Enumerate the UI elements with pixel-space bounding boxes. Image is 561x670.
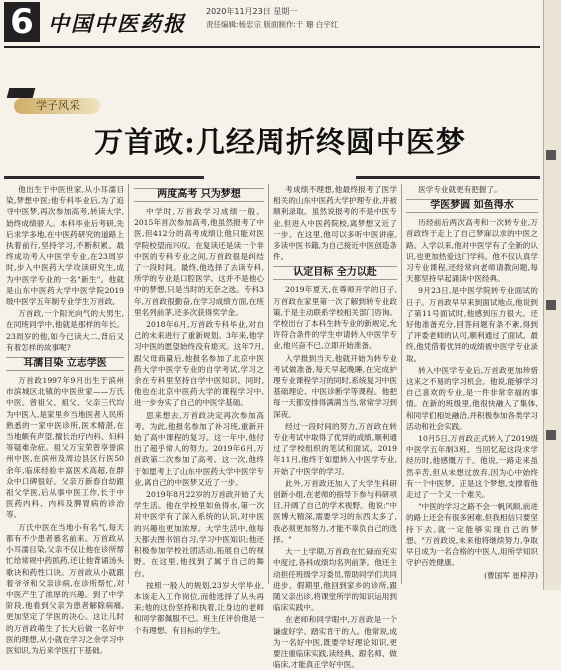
paragraph: 入学报到当天,他就开始为转专业考试做准备,每天早起晚睡,在完成护理专业课程学习的同时,系统复习中医基础理论、中医诊断学等课程。他把每一天都安排得满满当当,常常学习到深夜。 — [273, 353, 397, 419]
headline-rule-left — [4, 176, 204, 179]
paragraph: 按照一般人的规划,23岁大学毕业,本该走入工作岗位,而他选择了从头再来;他的这份坚持和执着,让身边的老师和同学都佩服不已。班主任评价他是一个有理想、有目标的学生。 — [134, 580, 264, 635]
paragraph: 9月23日,是中医学院转专业面试的日子。万首政早早来到面试地点,他说到了第11号面试时,他感到压力很大。还好他准备充分,回答问题有条不紊,得到了评委老师的认可,顺利通过了面试。最终,他凭借着优异的成绩被中医学专业录取。 — [406, 286, 538, 363]
paragraph: 他出生于中医世家,从小耳濡目染,梦想中医;他专科毕业后,为了追寻中医梦,再次参加高考,转读大学,始终成绩骄人。本科毕业后考研,先后求学多地,在中医药研究的道路上执着前行,坚持学习,不断积累。最终成功考入中医学专业,在23周岁时,步入中医药大学攻读研究生,成为中医学专业的一名"新生"。他就是山东中医药大学中医学院2019级中医学五年制专业学生万首政。 — [6, 185, 124, 307]
paragraph: 医学专业就更有把握了。 — [418, 185, 502, 194]
paragraph: 2018年6月,万首政专科毕业,对自己的未来进行了重新规划。3年来,他学习中医的愿望始终没有熄灭。这年7月,跟父母商量后,他报名参加了北京中医药大学中医学专业的自学考试,学习之余在专科里坚持自学中医知识。同时,他也在北京中医药大学的课程学习中,进一步夯实了自己的中医学基础。 — [134, 320, 264, 408]
paragraph: 经过一段时间的努力,万首政在转专业考试中取得了优异的成绩,顺利通过了学校组织的笔试和面试。2019年11月,他终于如愿转入中医学专业,开始了中医学的学习。 — [273, 421, 397, 476]
paragraph: 大一上学期,万首政在忙碌而充实中度过,各科成绩均名列前茅。他还主动担任班级学习委员,帮助同学们共同进步。假期里,他回到家乡的诊所,跟随父亲出诊,将课堂所学的知识运用到临床实践中。 — [273, 547, 397, 613]
section-title: 学医梦圆 如鱼得水 — [406, 199, 538, 213]
editors-line: 责任编辑:杨忠宗 版面制作:于 珊 白宇红 — [206, 20, 339, 29]
badge-label: 学子风采 — [36, 99, 80, 112]
paragraph: 2019年8月22岁的万首政开始了大学生活。他在学校里如鱼得水,第一次对中医学有了深入系统的认识,对中医的兴趣也更加浓厚。大学生活中,他每天都去图书馆自习,学习中医知识;他还积极参加学校社团活动,拓展自己的视野。在这里,他找到了属于自己的舞台。 — [134, 490, 264, 578]
column-2 — [134, 184, 264, 635]
page-edge-marker — [546, 300, 556, 310]
column-divider — [268, 184, 269, 584]
column-4 — [406, 184, 538, 584]
column-3 — [273, 184, 397, 670]
paragraph: 万首政1997年9月出生于滨州市滨城区北镇的中医世家——万氏中医。曾祖父、祖父、父亲三代均为中医人,是家里乡当地医者人民所熟悉的一家中医诊所,医术精湛,在当地颇有声望,擅长治疗内科、妇科等疑难杂症。祖父万宝荣曾享誉滨州中医,在滨州及周边县区行医50余年,临床经验丰富医术高超,在群众中口碑很好。父亲万新春自幼跟祖父学医,后从事中医工作,长于中医药内科、内科及脾胃病的诊治等。 — [6, 376, 124, 520]
column-badge — [6, 88, 98, 118]
page-number: 6 — [4, 2, 40, 42]
paragraph: 2019年夏天,在尊师开学的日子,万首政在家里第一次了解到转专业政策,于是主动联系学校相关部门咨询。学校出台了本科生转专业的新规定,允许符合条件的学生申请转入中医学专业,他兴奋不已,立即开始准备。 — [273, 285, 397, 351]
paragraph: 转入中医学专业后,万首政更加珍惜这来之不易的学习机会。他说,能够学习自己喜欢的专业,是一件非常幸福的事情。在新的班级里,他很快融入了集体,和同学们相处融洽,并积极参加各类学习活动和社会实践。 — [406, 365, 538, 431]
byline: (曹国军 崔梓淳) — [484, 570, 538, 580]
paragraph: 中学时,万首政学习成绩一般。2015年首次参加高考,他虽然报考了中医,但412分的高考成绩让他只能对医学院校望而兴叹。在复读还是读一个非中医的专科专业之间,万首政很是纠结了一段时间。最终,他选择了去读专科,所学的专业是口腔医学。这并不是他心中的梦想,只是当时的无奈之选。专科3年,万首政很勤奋,在学习成绩方面,在班里名列前茅,还多次获得奖学金。 — [134, 207, 264, 317]
paragraph: 考成绩不理想,他最终报考了医学相关的山东中医药大学护理专业,并被顺利录取。虽然说报考的不是中医专业,但进入中医药院校,离梦想又近了一步。在这里,他可以多听中医讲座,多读中医书籍,为自己接近中医创造条件。 — [273, 185, 397, 262]
paragraph: 10月5日,万首政正式转入了2019级中医学五年制3班。当回忆起这段求学经历时,他感慨万千。他说,一路走来虽然辛苦,但从未想过放弃,因为心中始终有一个中医梦。正是这个梦想,支撑着他走过了一个又一个难关。 — [406, 434, 538, 500]
paragraph: 思来想去,万首政决定再次参加高考。为此,他报名参加了补习班,重新开始了高中课程的复习。这一年中,他付出了超乎常人的努力。2019年6月,万首政第二次参加了高考。这一次,他终于如愿考上了山东中医药大学中医学专业,离自己的中医梦又近了一步。 — [134, 410, 264, 487]
paragraph: 此外,万首政还加入了大学生科研创新小组,在老师的指导下参与科研项目,开阔了自己的学术视野。他说:"中医博大精深,需要学习的东西太多了,我必须更加努力,才能不辜负自己的选择。" — [273, 478, 397, 544]
paragraph: "中医的学习之路不会一帆风顺,前进的路上还会有很多困难,但我相信只要坚持下去,就一定能够实现自己的梦想。"万首政说,未来他将继续努力,争取早日成为一名合格的中医人,用所学知识守护百姓健康。 — [406, 502, 538, 568]
column-1 — [6, 184, 124, 655]
header-rule — [4, 46, 540, 48]
paragraph: 历经前后两次高考和一次转专业,万首政终于走上了自己梦寐以求的中医之路。入学以来,他对中医学有了全新的认识,也更加热爱这门学科。他不仅认真学习专业课程,还经常向老师请教问题,每天都坚持早起诵读中医经典。 — [406, 218, 538, 284]
adjacent-page-edge — [543, 0, 561, 590]
column-divider — [128, 184, 129, 584]
paragraph: 万首政,一个阳光向气的大男生,在同班同学中,他就是那样的年长。23周岁的他,如今已读大二,背后又有着怎样的故事呢? — [6, 309, 124, 352]
column-divider — [401, 184, 402, 584]
page-edge-marker — [546, 430, 556, 440]
masthead-logo: 中国中医药报 — [48, 11, 186, 36]
headline-rule-right — [356, 176, 540, 179]
article-headline: 万首政:几经周折终圆中医梦 — [94, 125, 466, 159]
section-title: 耳濡目染 立志学医 — [6, 357, 124, 371]
section-title: 两度高考 只为梦想 — [134, 188, 264, 202]
page-edge-marker — [546, 150, 556, 160]
paragraph: 在老师和同学眼中,万首政是一个谦虚好学、踏实肯干的人。他常说,成为一名好中医,既要学好理论知识,更要注重临床实践,读经典、跟名师、做临床,才能真正学好中医。 — [273, 615, 397, 670]
graduation-cap-icon — [7, 88, 36, 98]
section-title: 认定目标 全力以赴 — [273, 266, 397, 280]
date-line: 2020年11月23日 星期一 — [206, 7, 298, 16]
paragraph: 万氏中医在当地小有名气,每天都有不少患者慕名前来。万首政从小耳濡目染,父亲不仅让他在诊所帮忙给常规中药抓药,还让他背诵汤头歌诀和药性口诀。万首政从小就跟着爷爷和父亲诊病,在诊所帮忙,对中医产生了浓厚的兴趣。到了中学阶段,他看到父亲为患者解除病痛,更加坚定了学医的决心。这让儿时的万首政萌生了长大后做一名好中医的理想,从小就在学习之余学习中医知识,为后来学医打下基础。 — [6, 522, 124, 655]
